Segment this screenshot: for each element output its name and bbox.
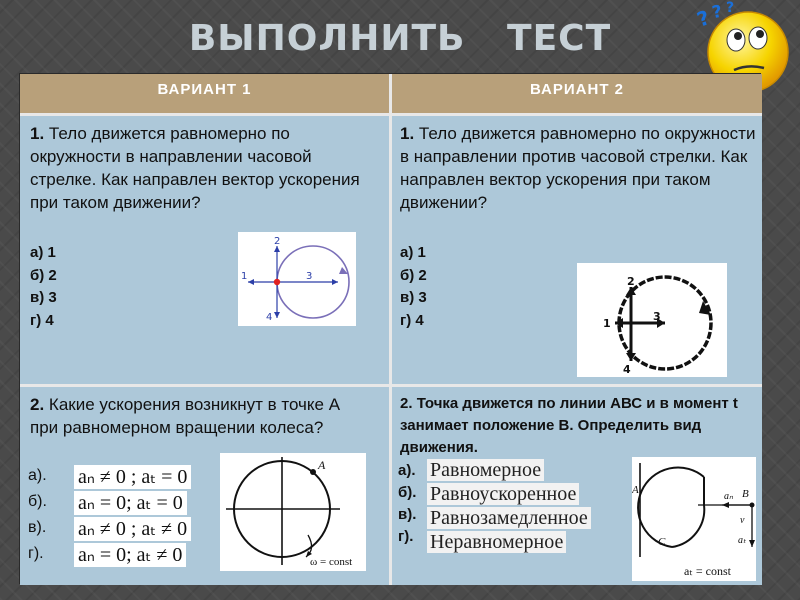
v2-q2-text-block (400, 393, 756, 459)
v1-q2-text: Какие ускорения возникнут в точке А при равномерном вращении колеса? (30, 395, 341, 437)
v2-q2-number: 2. (400, 395, 413, 412)
v2-q2-label-c: C (658, 536, 666, 548)
v2-q2-caption: aₜ = const (684, 564, 731, 578)
v1-q1-text-block (30, 122, 380, 214)
v1-q1-circle-diagram (238, 232, 356, 326)
v1-q1-label-1: 1 (241, 271, 248, 282)
v1-q2-option-c: в). (28, 519, 47, 536)
v2-q2-label-an: aₙ (724, 491, 733, 502)
title-word-2: ТЕСТ (507, 18, 612, 59)
row-divider (20, 384, 762, 387)
test-table (19, 73, 761, 584)
variant-2-header (392, 74, 762, 113)
v2-q2-option-b: б). (398, 484, 417, 501)
v2-q2-choice-decelerated: Равнозамедленное (427, 507, 591, 529)
v2-q2-label-v: v (740, 515, 745, 526)
v1-q2-wheel-diagram (220, 453, 366, 571)
v2-q1-label-3: 3 (653, 310, 661, 323)
v1-q2-text-block (30, 393, 370, 439)
v1-q2-formula-c: aₙ ≠ 0 ; aₜ ≠ 0 (74, 517, 191, 541)
v1-q2-formula-a: aₙ ≠ 0 ; aₜ = 0 (74, 465, 191, 489)
variant-2-header-label: ВАРИАНТ 2 (529, 81, 625, 98)
v1-q2-formula-b: aₙ = 0; aₜ = 0 (74, 491, 187, 515)
v2-q1-text-block (400, 122, 756, 214)
variant-1-header (20, 74, 389, 113)
v1-q1-option-c: в) 3 (30, 289, 57, 306)
v2-q2-choice-accelerated: Равноускоренное (427, 483, 579, 505)
v1-q2-label-omega: ω = const (310, 556, 353, 568)
v1-q1-options (30, 242, 57, 332)
v2-q1-text: Тело движется равномерно по окружности в направлении против часовой стрелки. Как направлен вектор ускорения при таком движении? (400, 124, 756, 212)
page-title (0, 18, 800, 59)
v1-q1-label-4: 4 (266, 312, 273, 323)
v2-q2-option-d: г). (398, 528, 414, 545)
v2-q2-text: Точка движется по линии АВС и в момент t занимает положение В. Определить вид движения. (400, 395, 738, 456)
v1-q2-options (28, 463, 47, 567)
v1-q1-figure (238, 232, 356, 326)
v2-q2-figure (632, 457, 756, 581)
variant-1-question-2 (20, 387, 389, 585)
v2-q2-choices (427, 459, 617, 555)
v2-q1-figure (577, 263, 727, 377)
v2-q2-option-a: а). (398, 462, 416, 479)
v2-q1-label-4: 4 (623, 363, 631, 376)
variant-2-question-1 (392, 116, 762, 384)
v1-q1-option-a: а) 1 (30, 244, 56, 261)
v1-q1-text: Тело движется равномерно по окружности в направлении часовой стрелке. Как направлен вектор ускорения при таком движении? (30, 124, 360, 212)
v1-q1-label-3: 3 (306, 271, 313, 282)
v2-q2-label-b: B (742, 488, 749, 500)
variant-1-header-label: ВАРИАНТ 1 (157, 81, 252, 98)
v1-q2-label-point-a: A (318, 458, 326, 472)
v2-q2-label-at: aₜ (738, 535, 746, 546)
v1-q2-option-b: б). (28, 493, 47, 510)
v2-q1-option-c: в) 3 (400, 289, 427, 306)
v1-q1-option-b: б) 2 (30, 266, 57, 284)
title-word-1: ВЫПОЛНИТЬ (188, 18, 466, 59)
v2-q1-option-d: г) 4 (400, 311, 424, 329)
v2-q1-circle-diagram (577, 263, 727, 377)
v2-q2-option-c: в). (398, 506, 417, 523)
v2-q2-label-a: A (632, 484, 639, 496)
v2-q1-options (400, 242, 427, 332)
v2-q2-path-diagram (632, 457, 756, 581)
v2-q2-choice-nonuniform: Неравномерное (427, 531, 566, 553)
v1-q1-option-d: г) 4 (30, 311, 54, 329)
v2-q1-label-1: 1 (603, 317, 611, 330)
v1-q2-option-a: а). (28, 467, 47, 484)
v2-q1-option-a: а) 1 (400, 244, 426, 261)
v2-q2-options (398, 460, 416, 548)
v1-q2-number: 2. (30, 395, 45, 414)
svg-text:?: ? (726, 0, 735, 16)
svg-text:?: ? (710, 1, 724, 24)
v1-q1-label-2: 2 (274, 236, 281, 247)
variant-1-question-1 (20, 116, 389, 384)
v2-q1-number: 1. (400, 124, 415, 143)
column-divider (389, 74, 392, 585)
v1-q2-figure (220, 453, 366, 571)
v2-q1-label-2: 2 (627, 275, 635, 288)
v1-q2-option-d: г). (28, 545, 44, 562)
v2-q1-option-b: б) 2 (400, 266, 427, 284)
v1-q1-number: 1. (30, 124, 45, 143)
v2-q2-choice-uniform: Равномерное (427, 459, 544, 481)
svg-text:?: ? (693, 5, 713, 32)
v1-q2-formula-d: aₙ = 0; aₜ ≠ 0 (74, 543, 186, 567)
header-divider (20, 113, 762, 116)
